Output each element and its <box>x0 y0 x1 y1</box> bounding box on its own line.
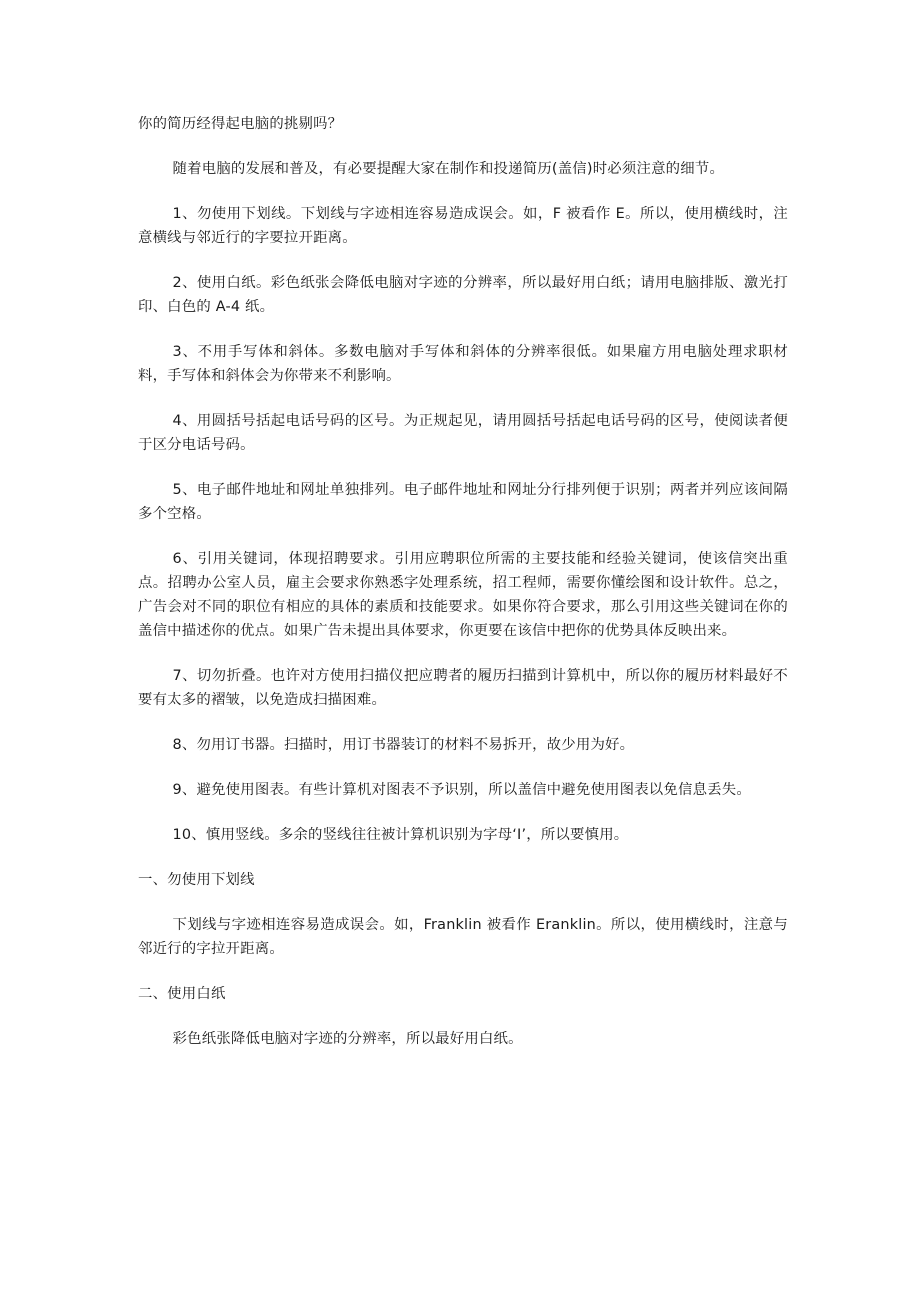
list-item: 8、勿用订书器。扫描时，用订书器装订的材料不易拆开，故少用为好。 <box>172 737 635 753</box>
section-heading: 二、使用白纸 <box>138 986 226 1002</box>
list-item: 6、引用关键词，体现招聘要求。引用应聘职位所需的主要技能和经验关键词，使该信突出重点。招聘办公室人员，雇主会要求你熟悉字处理系统，招工程师，需要你懂绘图和设计软件。总之，广告会对不同的职位有相应的具体的素质和技能要求。如果你符合要求，那么引用这些关键词在你的盖信中描述你的优点。如果广告未提出具体要求，你更要在该信中把你的优势具体反映出来。 <box>138 551 788 639</box>
list-item: 3、不用手写体和斜体。多数电脑对手写体和斜体的分辨率很低。如果雇方用电脑处理求职材料，手写体和斜体会为你带来不利影响。 <box>138 344 788 384</box>
list-item: 4、用圆括号括起电话号码的区号。为正规起见，请用圆括号括起电话号码的区号，使阅读者便于区分电话号码。 <box>138 413 788 453</box>
section-heading: 一、勿使用下划线 <box>138 872 255 888</box>
document-title: 你的简历经得起电脑的挑剔吗？ <box>138 116 343 132</box>
list-item: 9、避免使用图表。有些计算机对图表不予识别，所以盖信中避免使用图表以免信息丢失。 <box>172 782 751 798</box>
list-item: 2、使用白纸。彩色纸张会降低电脑对字迹的分辨率，所以最好用白纸；请用电脑排版、激光打印、白色的 A-4 纸。 <box>138 275 788 315</box>
section-body: 彩色纸张降低电脑对字迹的分辨率，所以最好用白纸。 <box>172 1031 523 1047</box>
list-item: 1、勿使用下划线。下划线与字迹相连容易造成误会。如，F 被看作 E。所以，使用横线时，注意横线与邻近行的字要拉开距离。 <box>138 206 788 246</box>
document-page <box>138 112 788 1072</box>
list-item: 7、切勿折叠。也许对方使用扫描仪把应聘者的履历扫描到计算机中，所以你的履历材料最好不要有太多的褶皱，以免造成扫描困难。 <box>138 668 788 708</box>
list-item: 10、慎用竖线。多余的竖线往往被计算机识别为字母‘I’，所以要慎用。 <box>172 827 629 843</box>
intro-paragraph: 随着电脑的发展和普及，有必要提醒大家在制作和投递简历(盖信)时必须注意的细节。 <box>172 161 725 177</box>
section-body: 下划线与字迹相连容易造成误会。如，Franklin 被看作 Eranklin。所以，使用横线时，注意与邻近行的字拉开距离。 <box>138 917 788 957</box>
list-item: 5、电子邮件地址和网址单独排列。电子邮件地址和网址分行排列便于识别；两者并列应该间隔多个空格。 <box>138 482 788 522</box>
